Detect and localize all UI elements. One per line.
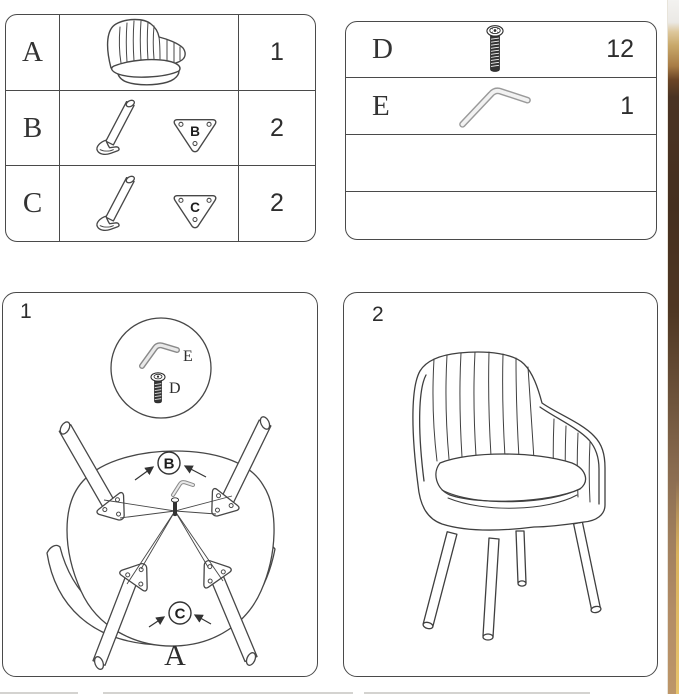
bracket-c-icon: [172, 191, 218, 231]
chair-seat-icon: [93, 18, 205, 88]
callout-label-b: B: [163, 455, 175, 473]
step1-diagram: [3, 293, 319, 678]
part-letter: A: [6, 15, 60, 90]
table-row: [346, 78, 656, 135]
part-qty: 12: [606, 35, 634, 63]
bracket-letter: B: [190, 123, 200, 139]
seat-label-a: A: [164, 639, 186, 672]
step1-panel: [2, 292, 318, 677]
detail-label-e: E: [183, 348, 193, 365]
screw-icon: [484, 24, 506, 76]
part-letter: E: [372, 89, 390, 122]
step2-assembled-chair: [344, 293, 659, 678]
parts-table-abc: [5, 14, 316, 242]
part-letter: C: [6, 166, 60, 241]
parts-table-de: [345, 21, 657, 240]
step-number: 2: [372, 303, 384, 326]
allen-key-icon: [449, 81, 541, 131]
part-qty: 1: [270, 38, 284, 66]
table-row-empty: [346, 192, 656, 238]
table-row: [346, 22, 656, 78]
part-qty: 2: [270, 113, 284, 142]
part-qty: 2: [270, 189, 284, 217]
leg-icon: [80, 172, 158, 236]
leg-icon: [80, 96, 158, 160]
table-row: [6, 15, 315, 91]
detail-label-d: D: [169, 380, 181, 397]
table-row: [6, 166, 315, 241]
bracket-letter: C: [190, 199, 200, 215]
part-qty: 1: [620, 91, 634, 120]
part-letter: D: [372, 33, 393, 65]
step-number: 1: [20, 300, 32, 323]
table-row-empty: [346, 135, 656, 192]
bracket-b-icon: [172, 115, 218, 155]
detail-circle: [111, 318, 211, 418]
step2-panel: [343, 292, 658, 677]
callout-label-c: C: [174, 605, 186, 623]
part-letter: B: [6, 91, 60, 165]
table-row: [6, 91, 315, 166]
